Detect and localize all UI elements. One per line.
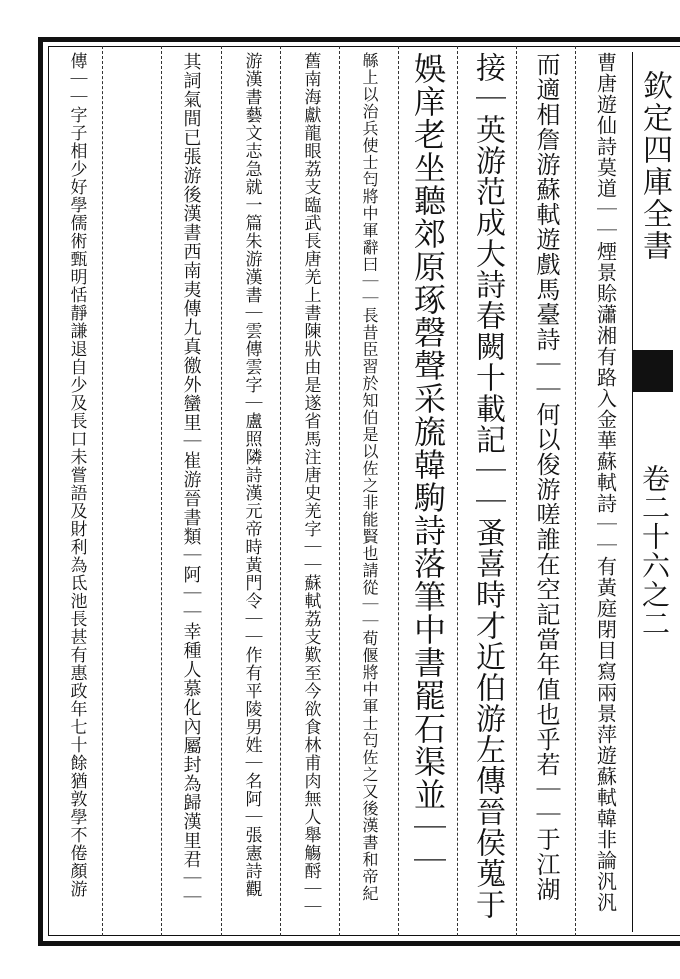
column-rule bbox=[221, 46, 222, 936]
column-rule bbox=[398, 46, 399, 936]
column-rule bbox=[575, 46, 576, 936]
volume-label: 卷二十六之二 bbox=[638, 464, 671, 638]
fishtail-mark bbox=[633, 350, 673, 392]
column-rule bbox=[516, 46, 517, 936]
text-column: 而適相詹游蘇軾遊戲馬臺詩｜｜何以俊游嗟誰在空記當年值也乎若｜｜于江湖 bbox=[532, 52, 560, 902]
column-rule bbox=[457, 46, 458, 936]
text-column: 緜上以治兵使士匄將中軍辭曰｜｜長昔臣習於知伯是以佐之非能賢也請從｜｜荀偃將中軍士匄佐之又後漢書和帝紀 bbox=[360, 52, 379, 902]
text-column: 其詞氣間已張游後漢書西南夷傳九真徼外蠻里｜崔游晉書類｜阿｜｜幸種人慕化內屬封為歸漢里君｜｜ bbox=[180, 52, 202, 907]
column-rule bbox=[280, 46, 281, 936]
text-column: 接｜英游范成大詩春闕十載記｜｜蚤喜時才近伯游左傳晉侯蒐于 bbox=[470, 52, 505, 920]
book-title: 欽定四庫全書 bbox=[637, 70, 672, 262]
text-column: 舊南海獻龍眼荔支臨武長唐羌上書陳狀由是遂省馬注唐史羌字｜｜蘇軾荔支歎至今欲食林甫肉無人舉觴酹｜｜ bbox=[300, 52, 321, 916]
text-column: 娛庠老坐聽郊原琢磬聲采旒韓駒詩落筆中書罷石渠並｜｜ bbox=[409, 52, 447, 877]
text-column: 傳｜｜字子相少好學儒術甄明恬靜謙退自少及長口未嘗語及財利為氐池長甚有惠政年七十餘猶敦學不倦顏游 bbox=[66, 52, 87, 898]
column-rule bbox=[339, 46, 340, 936]
text-column: 游漢書藝文志急就一篇朱游漢書｜雲傳雲字｜盧照隣詩漢元帝時黃門令｜｜作有平陵男姓｜名阿｜張憲詩觀 bbox=[241, 52, 262, 898]
text-column: 曹唐遊仙詩莫道｜｜煙景賒瀟湘有路入金華蘇軾詩｜｜有黃庭閉目寫兩景萍遊蘇軾韓非論汎汎 bbox=[593, 52, 618, 913]
page-margin bbox=[632, 52, 673, 932]
column-rule bbox=[102, 46, 103, 936]
column-rule bbox=[161, 46, 162, 936]
